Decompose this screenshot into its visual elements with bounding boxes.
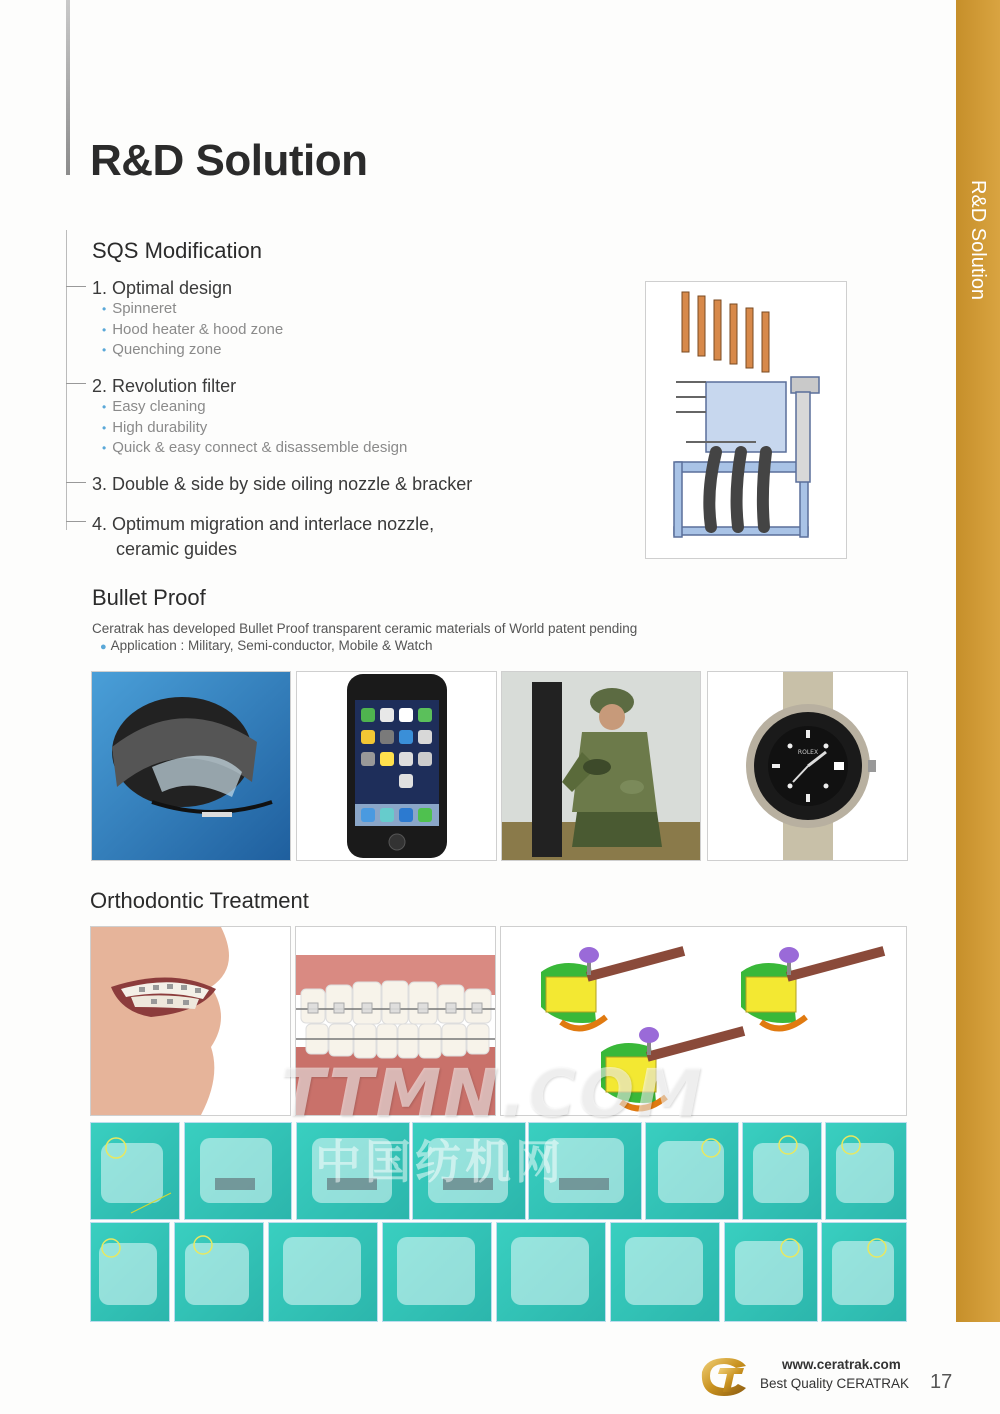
item-tick: [66, 383, 86, 384]
smile-braces-photo: [90, 926, 291, 1116]
bracket-tile: [645, 1122, 739, 1220]
sqs-heading: SQS Modification: [92, 238, 262, 263]
bracket-3d-render: [500, 926, 907, 1116]
spinning-machine-image: [645, 281, 847, 559]
watch-brand-text: ROLEX: [797, 749, 819, 756]
teeth-braces-photo: [295, 926, 496, 1116]
bullet-item: • Quenching zone: [102, 340, 283, 361]
bracket-tile: [90, 1222, 170, 1322]
bracket-tile: [184, 1122, 292, 1220]
footer-url[interactable]: www.ceratrak.com: [782, 1357, 901, 1372]
smile-illustration: [91, 927, 290, 1115]
ceratrak-logo-icon: [696, 1352, 752, 1398]
bracket-tile: [268, 1222, 378, 1322]
sqs-guide-line: [66, 230, 67, 530]
machine-illustration: [646, 282, 846, 558]
bracket-tile: [496, 1222, 606, 1322]
sqs-item-3-title: 3. Double & side by side oiling nozzle & bracker: [92, 474, 473, 494]
smartphone-photo: [296, 671, 497, 861]
orthodontic-heading: Orthodontic Treatment: [90, 888, 309, 913]
bullet-item: • Hood heater & hood zone: [102, 320, 283, 341]
application-text: Application : Military, Semi-conductor, Mobile & Watch: [110, 638, 433, 653]
item-tick: [66, 286, 86, 287]
bullet-item: • Spinneret: [102, 299, 283, 320]
watch-photo: [707, 671, 908, 861]
bracket-tile: [821, 1222, 907, 1322]
bullet-proof-application: [100, 638, 433, 653]
bullet-proof-description: Ceratrak has developed Bullet Proof transparent ceramic materials of World patent pending: [92, 621, 638, 636]
bullet-proof-heading: Bullet Proof: [92, 585, 206, 610]
sqs-item-2-bullets: [102, 397, 407, 459]
bracket-tile: [412, 1122, 526, 1220]
footer-tagline: Best Quality CERATRAK: [760, 1376, 910, 1391]
bullet-dot-icon: ●: [100, 641, 107, 653]
bracket-tile: [296, 1122, 410, 1220]
item-tick: [66, 521, 86, 522]
page-number: 17: [930, 1371, 953, 1393]
bracket-tile: [382, 1222, 492, 1322]
bracket-tile: [742, 1122, 822, 1220]
sqs-item-4-title-line2: ceramic guides: [116, 539, 238, 559]
soldier-illustration: [502, 672, 700, 860]
bracket-tile: [90, 1122, 180, 1220]
watch-illustration: [708, 672, 907, 860]
teeth-illustration: [296, 927, 495, 1115]
helmet-illustration: [92, 672, 290, 860]
bracket-tile: [724, 1222, 818, 1322]
bullet-item: • Easy cleaning: [102, 397, 407, 418]
bracket-tile: [610, 1222, 720, 1322]
sqs-item-1-bullets: [102, 299, 283, 361]
sqs-item-2-title: 2. Revolution filter: [92, 376, 237, 396]
title-accent-bar: [66, 0, 70, 175]
helmet-photo: [91, 671, 291, 861]
watermark-text: TTMN.COM: [280, 1055, 704, 1132]
bullet-item: • Quick & easy connect & disassemble design: [102, 438, 407, 459]
smartphone-illustration: [297, 672, 496, 860]
soldier-photo: [501, 671, 701, 861]
sqs-item-4-title-line1: 4. Optimum migration and interlace nozzle,: [92, 514, 435, 534]
item-tick: [66, 482, 86, 483]
bracket-tile: [825, 1122, 907, 1220]
sidebar-label: R&D Solution: [967, 180, 989, 301]
bracket-tile: [528, 1122, 642, 1220]
page-title: R&D Solution: [90, 136, 368, 185]
watermark-subtext: 中国纺机网: [315, 1135, 565, 1189]
bracket-tile: [174, 1222, 264, 1322]
bracket-illustration: [501, 927, 906, 1115]
sqs-item-1-title: 1. Optimal design: [92, 278, 233, 298]
bullet-item: • High durability: [102, 418, 407, 439]
